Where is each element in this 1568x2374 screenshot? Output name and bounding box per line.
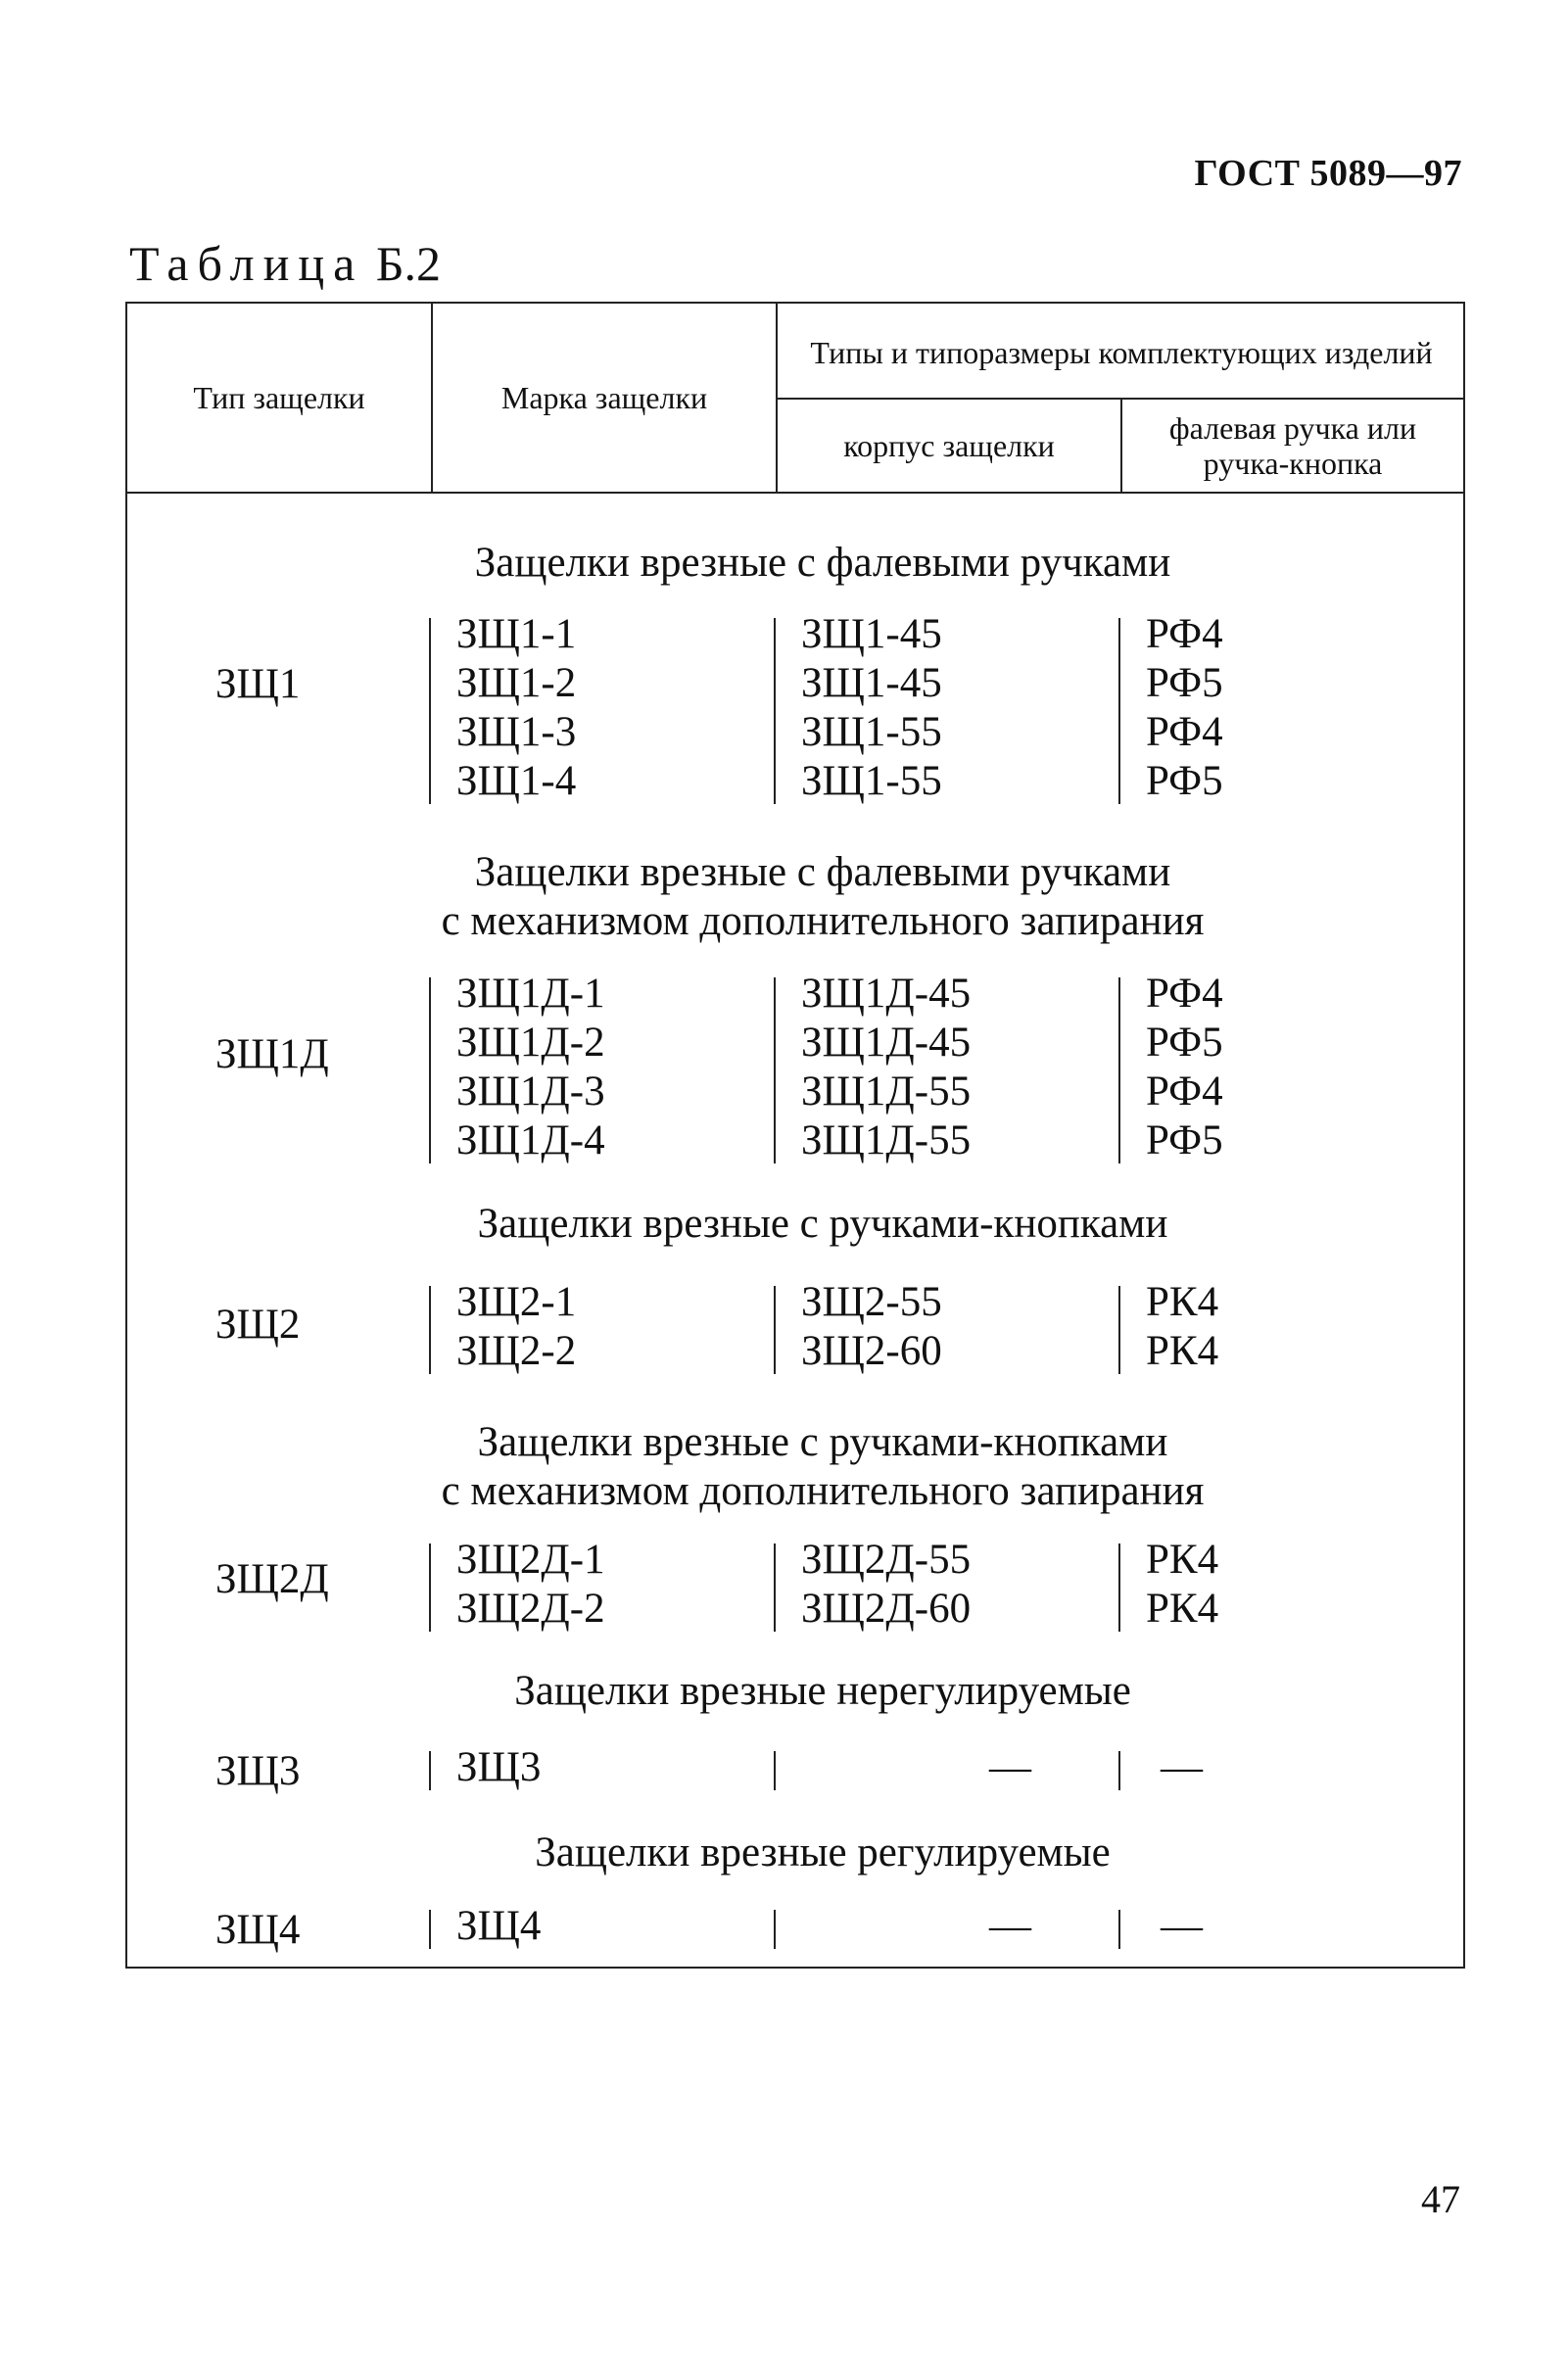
handle-cell: РК4 (1146, 1279, 1219, 1325)
body-cell: ЗЩ1-55 (801, 709, 942, 755)
latch-type: ЗЩ2Д (215, 1556, 329, 1602)
empty-dash: — (1161, 1903, 1203, 1949)
col-header-type: Тип защелки (193, 380, 365, 415)
handle-cell: РФ5 (1146, 1020, 1223, 1066)
body-cell: ЗЩ1Д-45 (801, 1020, 972, 1066)
column-bar (1118, 1910, 1120, 1949)
empty-dash: — (989, 1903, 1031, 1949)
col-header-handle: фалевая ручка или ручка-кнопка (1168, 410, 1417, 481)
column-bar (1118, 1543, 1120, 1632)
column-bar (429, 1751, 431, 1790)
table-caption (129, 235, 441, 292)
brand-cell: ЗЩ1Д-4 (456, 1117, 605, 1163)
brand-cell: ЗЩ2-1 (456, 1279, 577, 1325)
brand-cell: ЗЩ2-2 (456, 1328, 577, 1374)
header-bottom-line (127, 492, 1465, 494)
column-bar (429, 1543, 431, 1632)
section-title-line: Защелки врезные с фалевыми ручками (474, 849, 1171, 895)
latch-type: ЗЩ4 (215, 1907, 301, 1953)
column-bar (774, 1751, 776, 1790)
section-title-line: Защелки врезные с ручками-кнопками (477, 1419, 1168, 1465)
brand-cell: ЗЩ1Д-1 (456, 971, 605, 1017)
column-bar (774, 1910, 776, 1949)
handle-cell: РФ5 (1146, 660, 1223, 706)
col-header-group: Типы и типоразмеры комплектующих изделий (810, 335, 1433, 370)
section-title (235, 539, 1410, 588)
column-bar (429, 1286, 431, 1374)
brand-cell: ЗЩ4 (456, 1903, 542, 1949)
empty-dash: — (1161, 1744, 1203, 1790)
body-cell: ЗЩ1-45 (801, 660, 942, 706)
column-bar (774, 1543, 776, 1632)
section-title-line: Защелки врезные с ручками-кнопками (477, 1201, 1168, 1247)
page-number: 47 (1421, 2177, 1460, 2221)
column-bar (1118, 618, 1120, 804)
brand-cell: ЗЩ1-3 (456, 709, 577, 755)
section-title (235, 1418, 1410, 1516)
column-bar (1118, 1751, 1120, 1790)
body-cell: ЗЩ2Д-55 (801, 1537, 972, 1583)
column-bar (774, 618, 776, 804)
body-cell: ЗЩ1Д-55 (801, 1068, 972, 1115)
section-title-line: Защелки врезные нерегулируемые (514, 1668, 1131, 1714)
col-header-body: корпус защелки (843, 428, 1055, 463)
column-bar (429, 977, 431, 1163)
latch-type: ЗЩ3 (215, 1748, 301, 1794)
table-caption-number: Б.2 (375, 236, 442, 291)
latch-table (125, 302, 1465, 1969)
handle-cell: РК4 (1146, 1328, 1219, 1374)
body-cell: ЗЩ2-55 (801, 1279, 942, 1325)
column-bar (429, 618, 431, 804)
handle-cell: РФ4 (1146, 611, 1223, 657)
empty-dash: — (989, 1744, 1031, 1790)
latch-type: ЗЩ2 (215, 1302, 301, 1348)
handle-cell: РФ4 (1146, 709, 1223, 755)
latch-type: ЗЩ1 (215, 661, 301, 707)
handle-cell: РФ4 (1146, 971, 1223, 1017)
brand-cell: ЗЩ3 (456, 1744, 542, 1790)
body-cell: ЗЩ1-45 (801, 611, 942, 657)
section-title-line: Защелки врезные регулируемые (535, 1829, 1111, 1875)
column-bar (774, 977, 776, 1163)
brand-cell: ЗЩ2Д-2 (456, 1586, 605, 1632)
col-header-brand: Марка защелки (500, 380, 708, 415)
section-title (235, 848, 1410, 946)
handle-cell: РК4 (1146, 1586, 1219, 1632)
brand-cell: ЗЩ1Д-3 (456, 1068, 605, 1115)
section-title-line: Защелки врезные с фалевыми ручками (474, 540, 1171, 586)
handle-cell: РК4 (1146, 1537, 1219, 1583)
latch-type: ЗЩ1Д (215, 1031, 329, 1077)
column-bar (1118, 1286, 1120, 1374)
column-bar (774, 1286, 776, 1374)
brand-cell: ЗЩ1-2 (456, 660, 577, 706)
header-divider-3 (1120, 399, 1122, 493)
section-title (235, 1200, 1410, 1249)
section-title (235, 1828, 1410, 1877)
handle-cell: РФ5 (1146, 758, 1223, 804)
section-title-line: с механизмом дополнительного запирания (441, 1468, 1205, 1514)
handle-cell: РФ5 (1146, 1117, 1223, 1163)
brand-cell: ЗЩ1-1 (456, 611, 577, 657)
section-title-line: с механизмом дополнительного запирания (441, 898, 1205, 944)
column-bar (1118, 977, 1120, 1163)
standard-designation: ГОСТ 5089—97 (1194, 153, 1462, 194)
body-cell: ЗЩ1Д-55 (801, 1117, 972, 1163)
body-cell: ЗЩ2Д-60 (801, 1586, 972, 1632)
brand-cell: ЗЩ1Д-2 (456, 1020, 605, 1066)
column-bar (429, 1910, 431, 1949)
section-title (235, 1667, 1410, 1716)
body-cell: ЗЩ2-60 (801, 1328, 942, 1374)
handle-cell: РФ4 (1146, 1068, 1223, 1115)
table-caption-word: Таблица (129, 236, 364, 291)
body-cell: ЗЩ1-55 (801, 758, 942, 804)
body-cell: ЗЩ1Д-45 (801, 971, 972, 1017)
brand-cell: ЗЩ1-4 (456, 758, 577, 804)
brand-cell: ЗЩ2Д-1 (456, 1537, 605, 1583)
